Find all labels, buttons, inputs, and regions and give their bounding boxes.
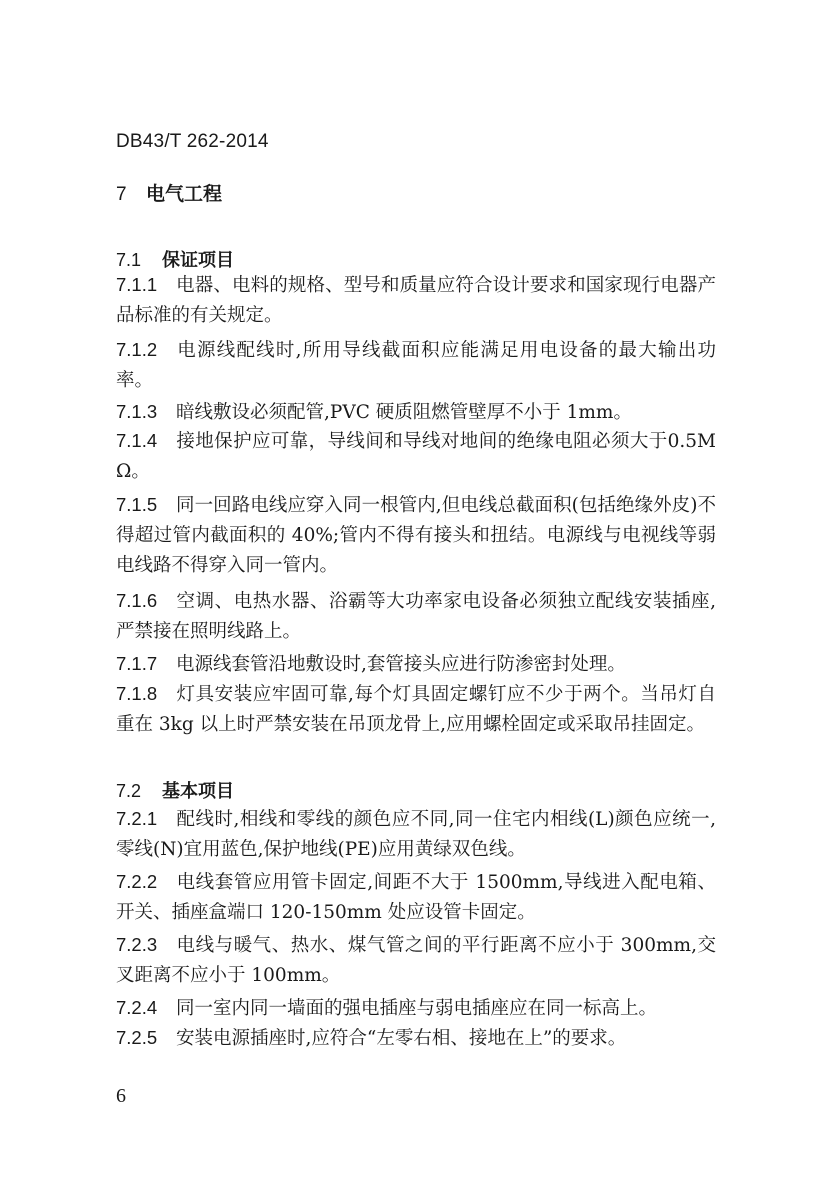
clause-number: 7.1.4 (116, 430, 158, 451)
clause-number: 7.1.8 (116, 683, 158, 704)
clause-text: 接地保护应可靠，导线间和导线对地间的绝缘电阻必须大于0.5MΩ。 (116, 431, 716, 482)
clause-number: 7.2.5 (116, 1027, 158, 1048)
clause (116, 867, 716, 928)
clause-text: 暗线敷设必须配管,PVC 硬质阻燃管壁厚不小于 1mm。 (176, 402, 632, 423)
clause-number: 7.2.1 (116, 808, 158, 829)
clause-text: 同一室内同一墙面的强电插座与弱电插座应在同一标高上。 (176, 998, 658, 1019)
section-number: 7.1 (116, 250, 142, 270)
clause-text: 灯具安装应牢固可靠,每个灯具固定螺钉应不少于两个。当吊灯自重在 3kg 以上时严禁安装在吊顶龙骨上,应用螺栓固定或采取吊挂固定。 (116, 684, 716, 735)
clause (116, 490, 716, 581)
clause (116, 1023, 716, 1054)
clause-number: 7.1.2 (116, 339, 158, 360)
clause-number: 7.2.3 (116, 934, 158, 955)
clause (116, 397, 716, 428)
clause (116, 335, 716, 396)
clause-text: 同一回路电线应穿入同一根管内,但电线总截面积(包括绝缘外皮)不得超过管内截面积的 40%;管内不得有接头和扭结。电源线与电视线等弱电线路不得穿入同一管内。 (116, 495, 716, 576)
clause-number: 7.1.3 (116, 401, 158, 422)
clause-number: 7.1.6 (116, 590, 158, 611)
clause-number: 7.2.4 (116, 997, 158, 1018)
clause-text: 电器、电料的规格、型号和质量应符合设计要求和国家现行电器产品标准的有关规定。 (116, 275, 716, 326)
standard-code: DB43/T 262-2014 (116, 131, 269, 152)
clause-number: 7.1.5 (116, 494, 158, 515)
chapter-number: 7 (116, 184, 127, 205)
section-heading (116, 246, 234, 272)
clause-number: 7.1.1 (116, 274, 158, 295)
section-heading (116, 777, 234, 803)
clause-number: 7.2.2 (116, 871, 158, 892)
clause-text: 安装电源插座时,应符合“左零右相、接地在上”的要求。 (176, 1028, 627, 1049)
clause-text: 空调、电热水器、浴霸等大功率家电设备必须独立配线安装插座,严禁接在照明线路上。 (116, 591, 716, 642)
clause (116, 804, 716, 865)
page-number: 6 (116, 1085, 126, 1107)
clause (116, 586, 716, 647)
clause-text: 电源线配线时,所用导线截面积应能满足用电设备的最大输出功率。 (116, 340, 716, 391)
chapter-heading (116, 179, 222, 206)
section-title: 保证项目 (162, 250, 234, 271)
clause-text: 电线与暖气、热水、煤气管之间的平行距离不应小于 300mm,交叉距离不应小于 100mm。 (116, 935, 716, 986)
chapter-title: 电气工程 (146, 183, 223, 205)
clause (116, 270, 716, 331)
clause-text: 电线套管应用管卡固定,间距不大于 1500mm,导线进入配电箱、开关、插座盒端口 120-150mm 处应设管卡固定。 (116, 872, 716, 923)
clause (116, 426, 716, 487)
clause-text: 电源线套管沿地敷设时,套管接头应进行防渗密封处理。 (176, 654, 626, 675)
clause-number: 7.1.7 (116, 653, 158, 674)
clause (116, 930, 716, 991)
section-title: 基本项目 (162, 781, 234, 802)
clause (116, 679, 716, 740)
clause (116, 993, 716, 1024)
section-number: 7.2 (116, 781, 142, 801)
clause (116, 649, 716, 680)
clause-text: 配线时,相线和零线的颜色应不同,同一住宅内相线(L)颜色应统一,零线(N)宜用蓝色,保护地线(PE)应用黄绿双色线。 (116, 809, 716, 860)
